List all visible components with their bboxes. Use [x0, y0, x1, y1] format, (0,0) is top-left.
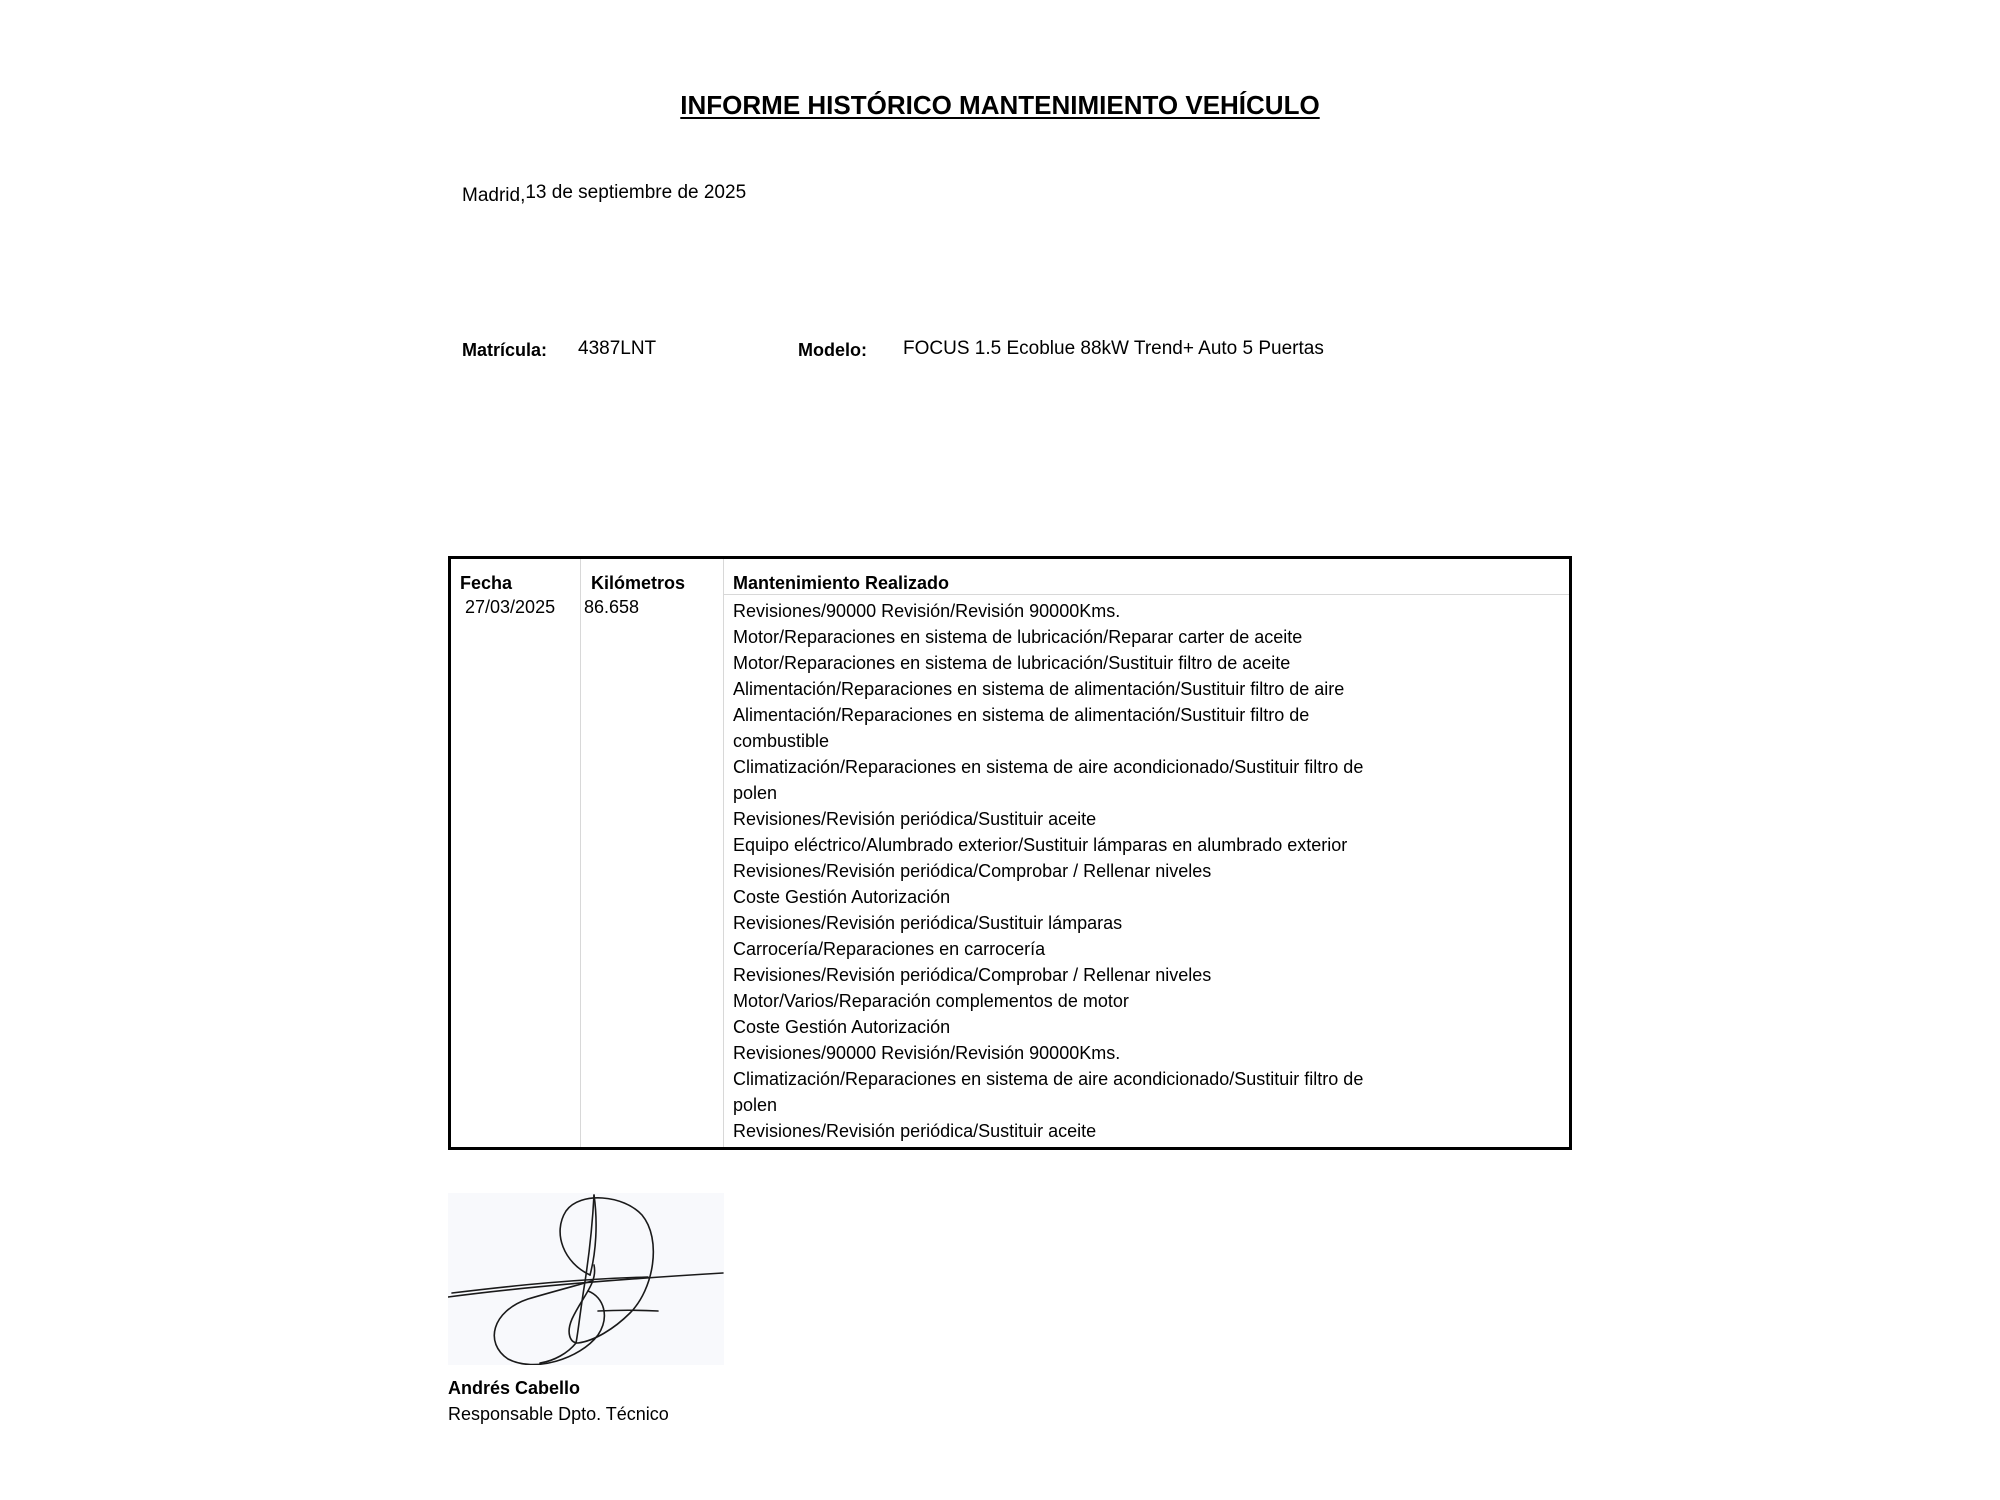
task-line: Motor/Reparaciones en sistema de lubricación/Sustituir filtro de aceite: [733, 653, 1291, 673]
task-line: polen: [733, 783, 778, 803]
task-line: Carrocería/Reparaciones en carrocería: [733, 939, 1046, 959]
header-km: Kilómetros: [591, 573, 686, 593]
column-divider: [580, 559, 581, 1147]
column-divider: [723, 559, 724, 1147]
row-km: 86.658: [584, 597, 640, 617]
task-line: polen: [733, 1095, 778, 1115]
task-line: Motor/Varios/Reparación complementos de motor: [733, 991, 1129, 1011]
task-line: Revisiones/Revisión periódica/Comprobar / Rellenar niveles: [733, 965, 1212, 985]
plate-label: Matrícula:: [462, 340, 548, 360]
report-date: 13 de septiembre de 2025: [525, 182, 747, 203]
header-divider: [723, 594, 1569, 595]
maintenance-table: [448, 556, 1572, 1150]
task-line: Climatización/Reparaciones en sistema de aire acondicionado/Sustituir filtro de: [733, 1069, 1364, 1089]
signatory-role: Responsable Dpto. Técnico: [448, 1404, 669, 1424]
plate-value: 4387LNT: [578, 338, 657, 359]
model-label: Modelo:: [798, 340, 867, 360]
task-line: Revisiones/Revisión periódica/Comprobar / Rellenar niveles: [733, 861, 1212, 881]
task-line: Revisiones/Revisión periódica/Sustituir aceite: [733, 809, 1097, 829]
task-line: combustible: [733, 731, 830, 751]
task-line: Revisiones/Revisión periódica/Sustituir aceite: [733, 1121, 1097, 1141]
task-line: Revisiones/90000 Revisión/Revisión 90000Kms.: [733, 601, 1121, 621]
header-maintenance: Mantenimiento Realizado: [733, 573, 950, 593]
task-line: Coste Gestión Autorización: [733, 887, 951, 907]
signature-drawing: [448, 1193, 724, 1365]
signatory-name: Andrés Cabello: [448, 1378, 581, 1398]
report-title: INFORME HISTÓRICO MANTENIMIENTO VEHÍCULO: [680, 90, 1320, 120]
task-line: Alimentación/Reparaciones en sistema de alimentación/Sustituir filtro de aire: [733, 679, 1345, 699]
task-line: Equipo eléctrico/Alumbrado exterior/Sustituir lámparas en alumbrado exterior: [733, 835, 1348, 855]
task-line: Revisiones/90000 Revisión/Revisión 90000Kms.: [733, 1043, 1121, 1063]
handwritten-signature: [448, 1193, 724, 1365]
header-date: Fecha: [460, 573, 513, 593]
task-line: Motor/Reparaciones en sistema de lubricación/Reparar carter de aceite: [733, 627, 1303, 647]
task-line: Revisiones/Revisión periódica/Sustituir lámparas: [733, 913, 1123, 933]
task-line: Climatización/Reparaciones en sistema de aire acondicionado/Sustituir filtro de: [733, 757, 1364, 777]
task-line: Alimentación/Reparaciones en sistema de alimentación/Sustituir filtro de: [733, 705, 1310, 725]
place: Madrid,: [462, 185, 526, 206]
place-and-date: [462, 182, 746, 204]
row-date: 27/03/2025: [465, 597, 556, 617]
task-line: Coste Gestión Autorización: [733, 1017, 951, 1037]
maintenance-tasks: [733, 598, 1433, 1144]
model-value: FOCUS 1.5 Ecoblue 88kW Trend+ Auto 5 Puertas: [903, 338, 1324, 359]
